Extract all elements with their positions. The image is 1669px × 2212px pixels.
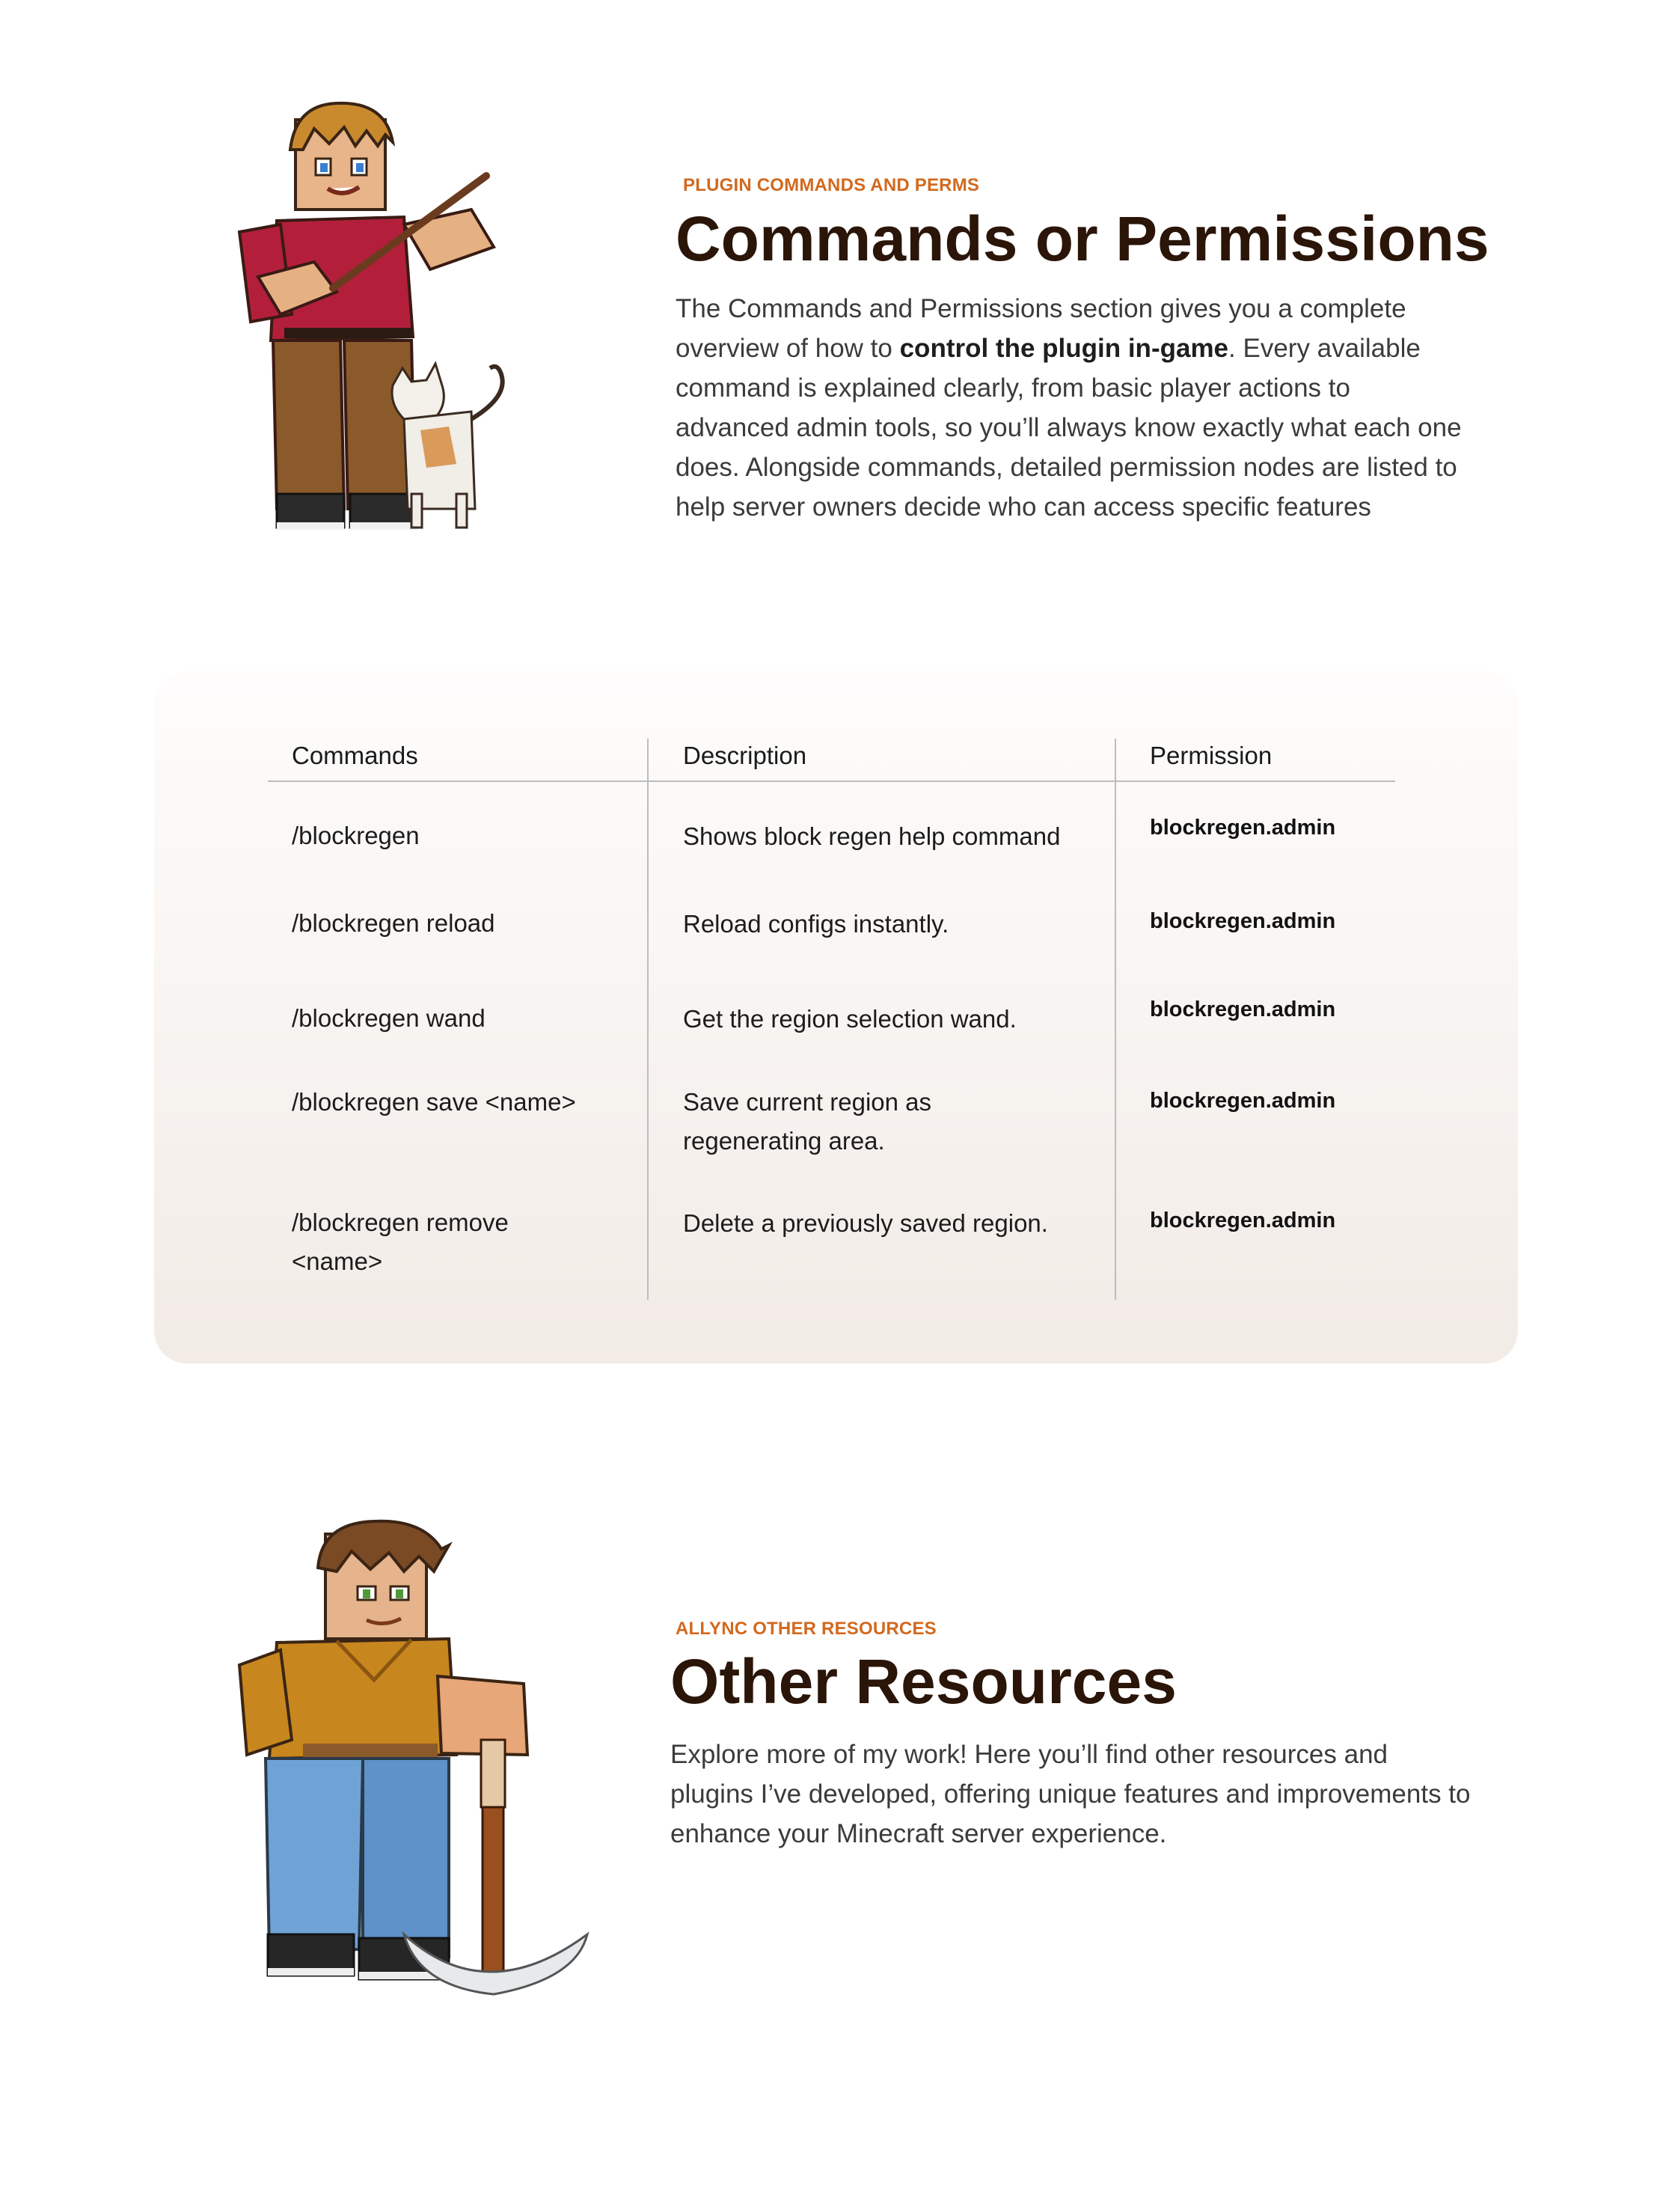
column-header-permission: Permission — [1150, 742, 1273, 769]
section-description-emphasis: control the plugin in-game — [899, 334, 1229, 363]
permission-cell: blockregen.admin — [1150, 997, 1336, 1021]
command-cell: /blockregen — [292, 822, 420, 849]
column-divider — [1115, 739, 1116, 1300]
description-cell: Reload configs instantly. — [683, 910, 949, 938]
description-cell: Delete a previously saved region. — [683, 1209, 1048, 1237]
column-divider — [647, 739, 649, 1300]
section-title: Commands or Permissions — [676, 204, 1489, 274]
permission-cell: blockregen.admin — [1150, 816, 1336, 840]
section-eyebrow: PLUGIN COMMANDS AND PERMS — [683, 175, 980, 195]
section-eyebrow: ALLYNC OTHER RESOURCES — [676, 1619, 937, 1639]
command-cell: /blockregen remove <name> — [292, 1209, 509, 1275]
section-description-text-end: . Every available command is explained clearly, from basic player actions to advanced admin tools, so you’ll always know exactly what each one does. Alongside commands, detailed permission nodes are listed to help server owners decide who can access specific features — [676, 334, 1462, 522]
command-cell: /blockregen wand — [292, 1004, 486, 1032]
command-cell: /blockregen reload — [292, 909, 495, 937]
column-header-commands: Commands — [292, 742, 418, 769]
hero-illustration-character-pickaxe — [224, 1515, 613, 2009]
section-description — [676, 289, 1469, 527]
permission-cell: blockregen.admin — [1150, 909, 1336, 933]
section-description: Explore more of my work! Here you’ll find other resources and plugins I’ve developed, offering unique features and improvements to enhance your Minecraft server experience. — [670, 1740, 1471, 1848]
hero-illustration-character-cat — [224, 90, 569, 554]
description-cell: Shows block regen help command — [683, 822, 1061, 850]
command-cell: /blockregen save <name> — [292, 1088, 576, 1116]
section-title: Other Resources — [670, 1646, 1177, 1717]
permission-cell: blockregen.admin — [1150, 1089, 1336, 1113]
permission-cell: blockregen.admin — [1150, 1209, 1336, 1232]
column-header-description: Description — [683, 742, 807, 769]
description-cell: Get the region selection wand. — [683, 1005, 1017, 1033]
description-cell: Save current region as regenerating area. — [683, 1088, 932, 1155]
section-description-text: The Commands and Permissions section gives you a complete overview of how to — [676, 294, 1406, 363]
table-header-divider — [268, 780, 1395, 782]
